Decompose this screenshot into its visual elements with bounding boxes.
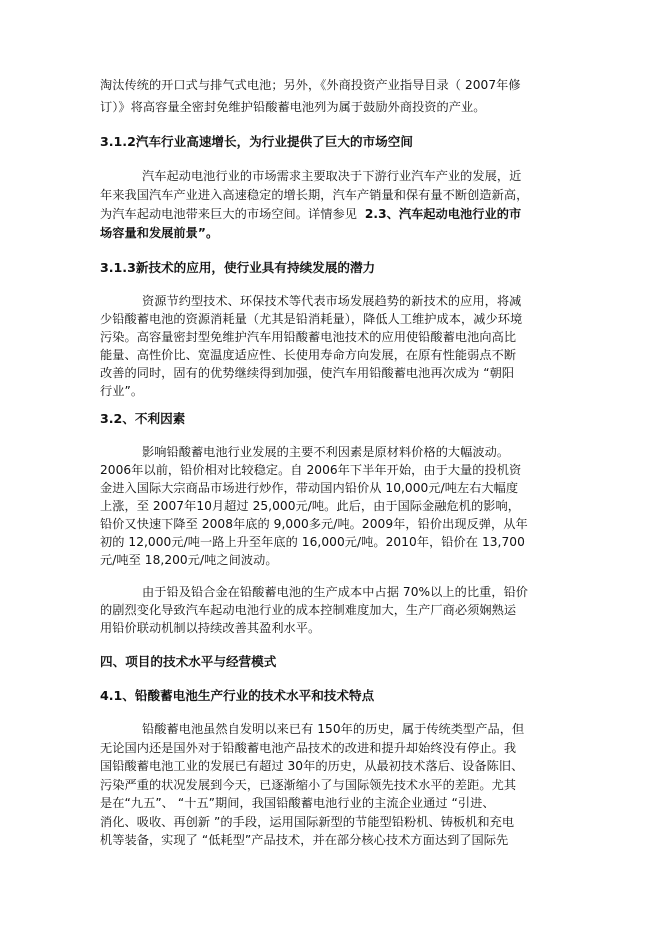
text-line: 国铅酸蓄电池工业的发展已有超过 30年的历史，从最初技术落后、设备陈旧、 [100,759,524,773]
text-line: 影响铅酸蓄电池行业发展的主要不利因素是原材料价格的大幅波动。 [142,445,510,459]
section-heading-3-1-2: 3.1.2汽车行业高速增长，为行业提供了巨大的市场空间 [100,134,413,149]
text-line: 铅酸蓄电池虽然自发明以来已有 150年的历史，属于传统类型产品，但 [142,722,525,736]
text-line: 汽车起动电池行业的市场需求主要取决于下游行业汽车产业的发展，近 [142,169,522,183]
text-line: 由于铅及铅合金在铅酸蓄电池的生产成本中占据 70%以上的比重，铅价 [142,585,529,599]
text-line: 的剧烈变化导致汽车起动电池行业的成本控制难度加大，生产厂商必须娴熟运 [100,603,517,617]
text-line: 订）》将高容量全密封免维护铅酸蓄电池列为属于鼓励外商投资的产业。 [100,100,486,114]
text-line: 行业”。 [100,384,144,398]
text-line: 铅价又快速下降至 2008年底的 9,000多元/吨。2009年，铅价出现反弹，从年 [100,517,528,531]
section-reference: 2.3、汽车起动电池行业的市 [364,207,522,221]
text-line: 消化、吸收、再创新 ”的手段，运用国际新型的节能型铅粉机、铸板机和充电 [100,815,515,829]
text-line [100,206,521,222]
text-run: 为汽车起动电池带来巨大的市场空间。详情参见 [100,207,357,221]
text-line: 资源节约型技术、环保技术等代表市场发展趋势的新技术的应用，将减 [142,294,522,308]
text-line: 场容量和发展前景”。 [100,226,219,240]
text-line: 机等装备，实现了 “低耗型”产品技术，并在部分核心技术方面达到了国际先 [100,833,509,847]
text-line: 金进入国际大宗商品市场进行炒作，带动国内铅价从 10,000元/吨左右大幅度 [100,481,519,495]
text-line: 污染严重的状况发展到今天，已逐渐缩小了与国际领先技术水平的差距。尤其 [100,778,517,792]
text-line: 2006年以前，铅价相对比较稳定。自 2006年下半年开始，由于大量的投机资 [100,463,522,477]
text-line: 能量、高性价比、宽温度适应性、长使用寿命方向发展，在原有性能弱点不断 [100,348,517,362]
text-line: 用铅价联动机制以持续改善其盈利水平。 [100,621,321,635]
text-line: 污染。高容量密封型免维护汽车用铅酸蓄电池技术的应用使铅酸蓄电池向高比 [100,330,517,344]
text-line: 淘汰传统的开口式与排气式电池；另外，《外商投资产业指导目录（ 2007年修 [100,78,521,92]
text-line: 年来我国汽车产业进入高速稳定的增长期，汽车产销量和保有量不断创造新高， [100,188,529,202]
text-line: 元/吨至 18,200元/吨之间波动。 [100,553,278,567]
section-heading-3-1-3: 3.1.3新技术的应用，使行业具有持续发展的潜力 [100,260,376,275]
text-line: 少铅酸蓄电池的资源消耗量（尤其是铅消耗量），降低人工维护成本，减少环境 [100,312,523,326]
section-heading-3-2: 3.2、不利因素 [100,411,186,426]
text-line: 初的 12,000元/吨一路上升至年底的 16,000元/吨。2010年，铅价在 13,700 [100,535,525,549]
text-line: 改善的同时，固有的优势继续得到加强，使汽车用铅酸蓄电池再次成为 “朝阳 [100,366,515,380]
section-heading-4-1: 4.1、铅酸蓄电池生产行业的技术水平和技术特点 [100,688,375,703]
text-line: 上涨，至 2007年10月超过 25,000元/吨。此后，由于国际金融危机的影响， [100,499,520,513]
section-heading-4: 四、项目的技术水平与经营模式 [100,654,277,669]
text-line: 无论国内还是国外对于铅酸蓄电池产品技术的改进和提升却始终没有停止。我 [100,741,517,755]
text-line: 是在“九五”、 “十五”期间，我国铅酸蓄电池行业的主流企业通过 “引进、 [100,796,495,810]
